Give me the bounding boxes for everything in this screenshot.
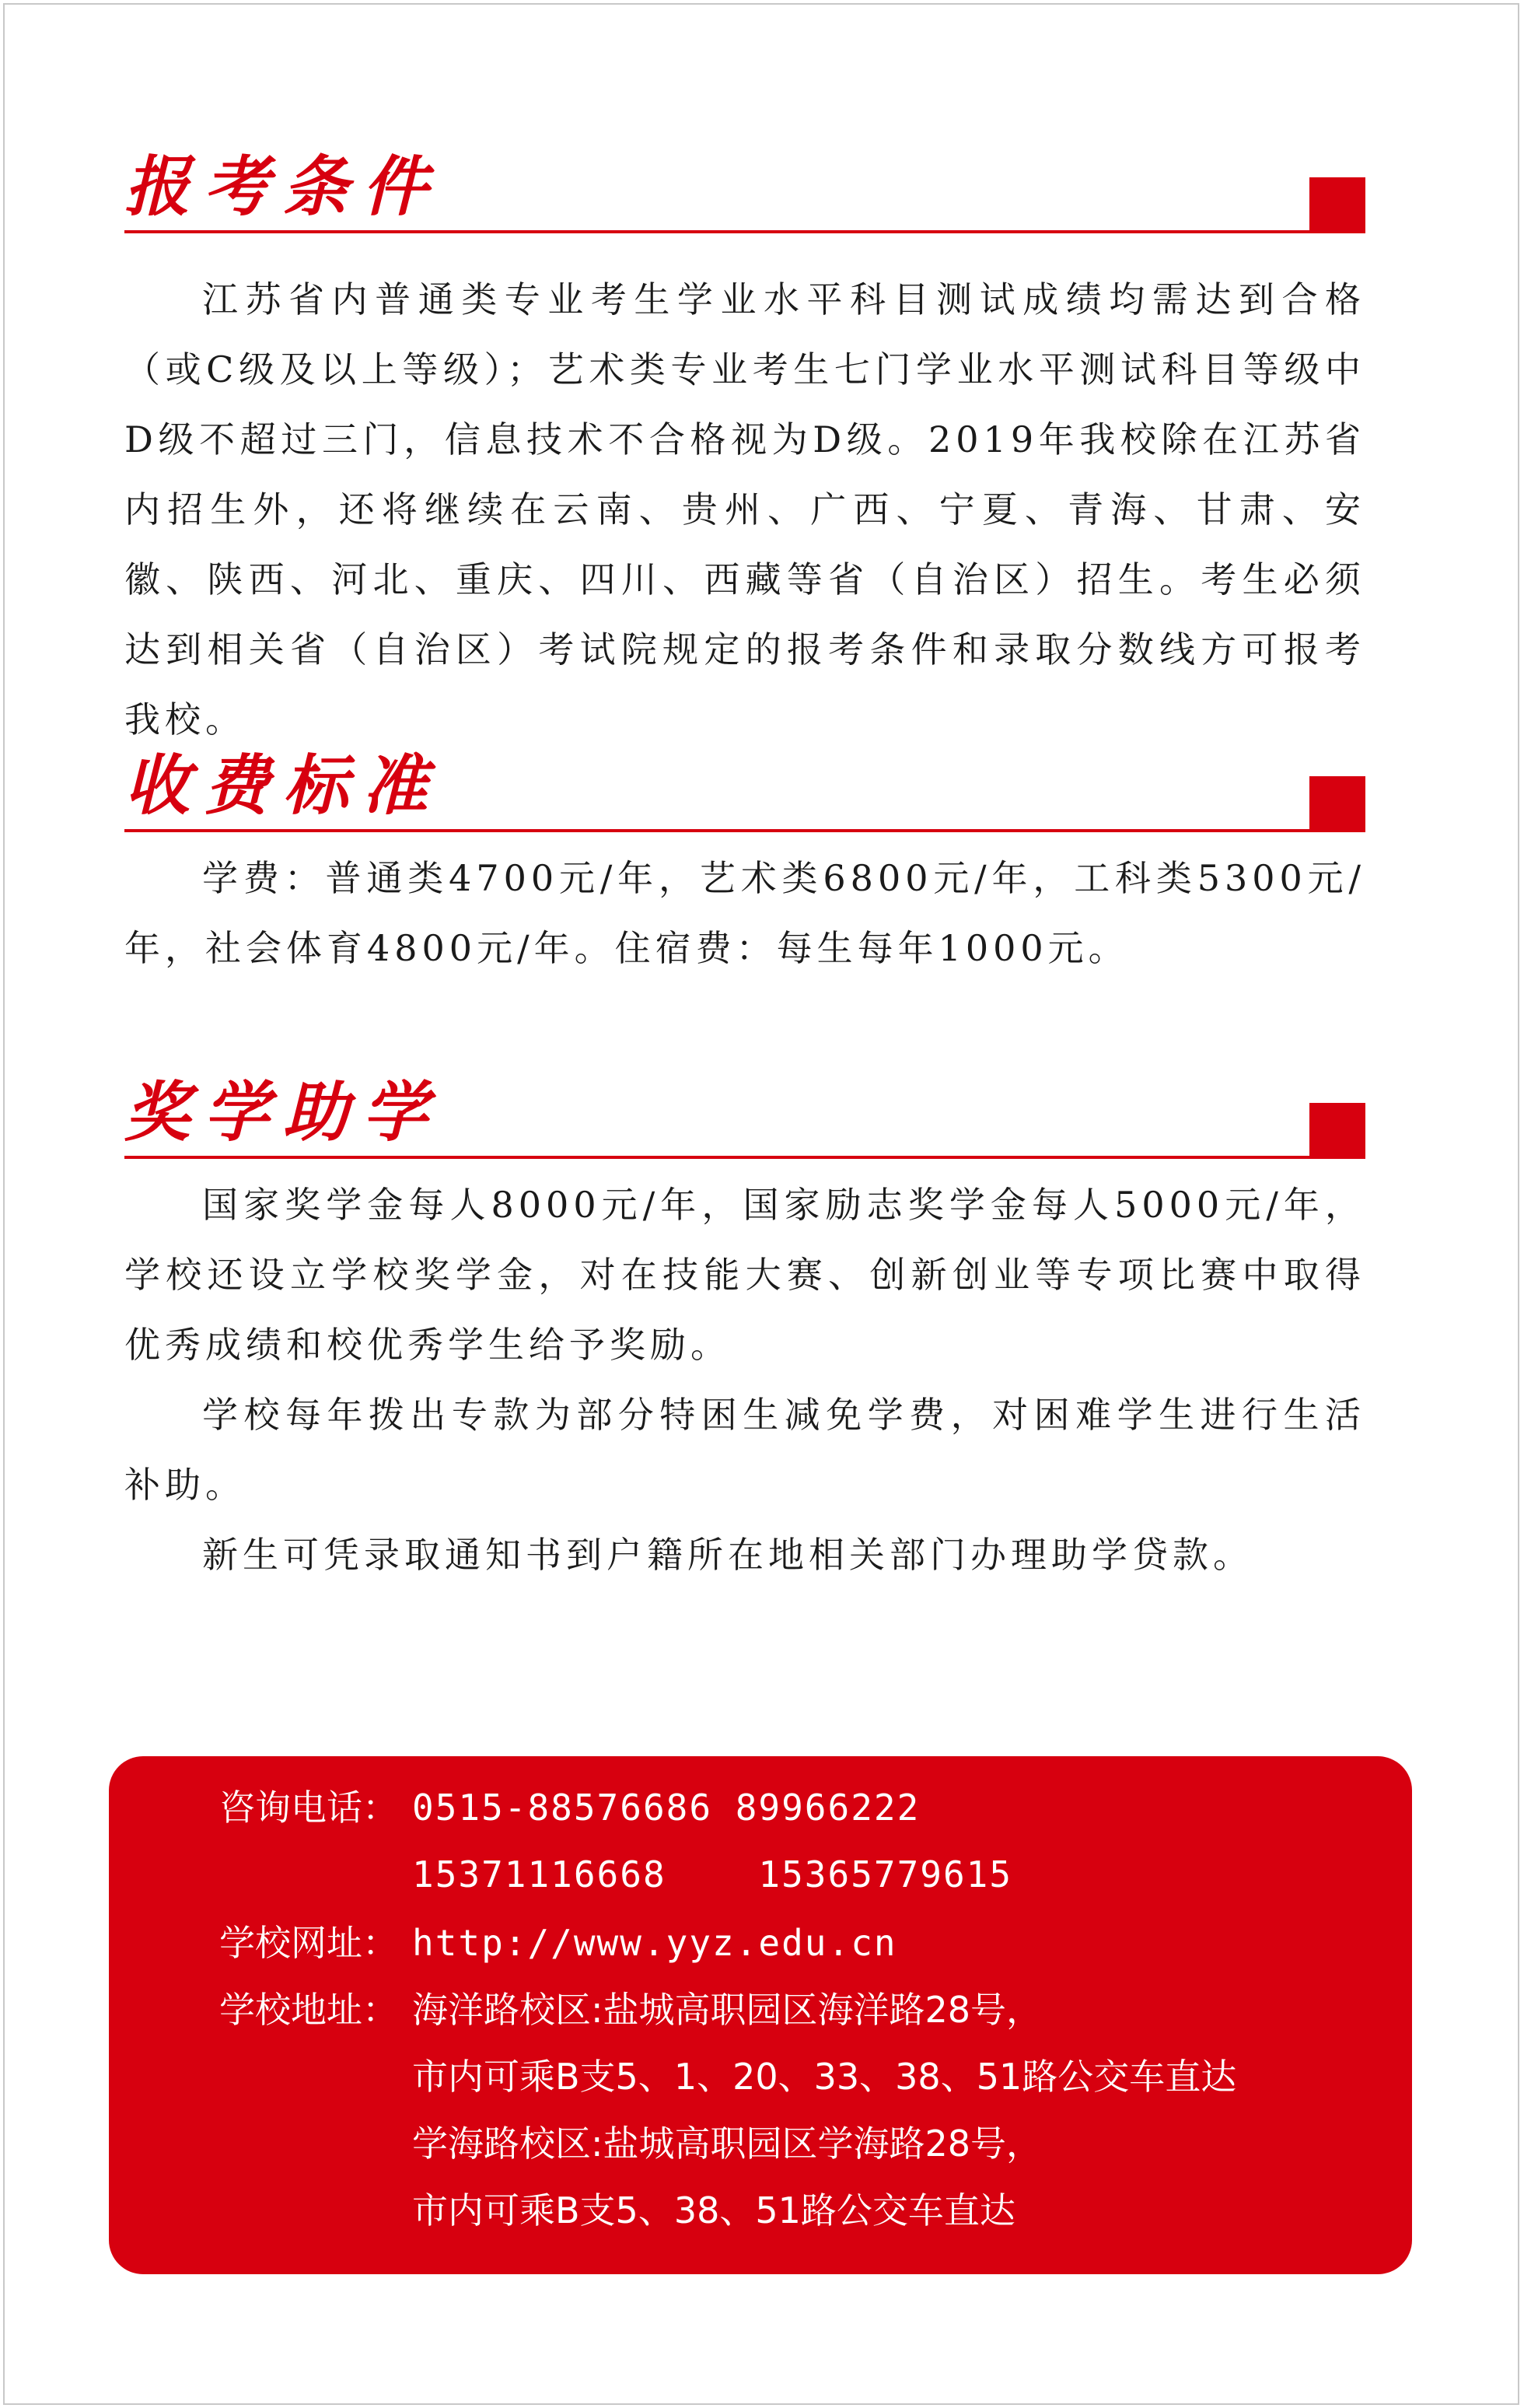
section-header [124, 747, 1365, 832]
address-row [219, 1986, 1042, 2033]
campus1-address: 海洋路校区:盐城高职园区海洋路28号， [412, 1989, 1043, 2031]
section-body [124, 264, 1365, 754]
requirements-section [124, 148, 1365, 754]
title-underline [124, 1156, 1365, 1159]
contact-panel [109, 1756, 1412, 2274]
section-title: 报考条件 [124, 148, 442, 225]
phone-mobile-numbers[interactable]: 15371116668 15365779615 [412, 1853, 1013, 1895]
section-title: 收费标准 [124, 747, 442, 824]
paragraph: 学校每年拨出专款为部分特困生减免学费，对困难学生进行生活补助。 [124, 1394, 1365, 1506]
campus2-bus: 市内可乘B支5、38、51路公交车直达 [412, 2189, 1015, 2231]
title-accent-square [1309, 1103, 1365, 1159]
section-header [124, 1073, 1365, 1159]
paragraph: 江苏省内普通类专业考生学业水平科目测试成绩均需达到合格（或C级及以上等级）；艺术类专业考生七门学业水平测试科目等级中D级不超过三门，信息技术不合格视为D级。2019年我校除在江苏省内招生外，还将继续在云南、贵州、广西、宁夏、青海、甘肃、安徽、陕西、河北、重庆、四川、西藏等省（自治区）招生。考生必须达到相关省（自治区）考试院规定的报考条件和录取分数线方可报考我校。 [124, 278, 1365, 740]
fees-section [124, 747, 1365, 983]
campus2-address: 学海路校区:盐城高职园区学海路28号， [412, 2123, 1043, 2165]
address-label: 学校地址： [219, 1989, 398, 2031]
section-body [124, 1170, 1365, 1590]
section-title: 奖学助学 [124, 1073, 442, 1150]
title-accent-square [1309, 177, 1365, 233]
paragraph: 学费：普通类4700元/年，艺术类6800元/年，工科类5300元/年，社会体育4800元/年。住宿费：每生每年1000元。 [124, 857, 1365, 969]
paragraph: 国家奖学金每人8000元/年，国家励志奖学金每人5000元/年，学校还设立学校奖学金，对在技能大赛、创新创业等专项比赛中取得优秀成绩和校优秀学生给予奖励。 [124, 1184, 1365, 1366]
phone-row [219, 1784, 920, 1831]
paragraph: 新生可凭录取通知书到户籍所在地相关部门办理助学贷款。 [202, 1534, 1253, 1576]
title-underline [124, 230, 1365, 233]
phone-numbers[interactable]: 0515-88576686 89966222 [412, 1787, 921, 1829]
scholarship-section [124, 1073, 1365, 1590]
website-label: 学校网址： [219, 1922, 398, 1964]
phone-label: 咨询电话： [219, 1787, 398, 1829]
title-accent-square [1309, 776, 1365, 832]
section-header [124, 148, 1365, 233]
title-underline [124, 829, 1365, 832]
campus1-bus: 市内可乘B支5、1、20、33、38、51路公交车直达 [412, 2056, 1237, 2098]
website-link[interactable]: http://www.yyz.edu.cn [412, 1922, 897, 1964]
website-row [219, 1920, 897, 1966]
section-body [124, 843, 1365, 983]
